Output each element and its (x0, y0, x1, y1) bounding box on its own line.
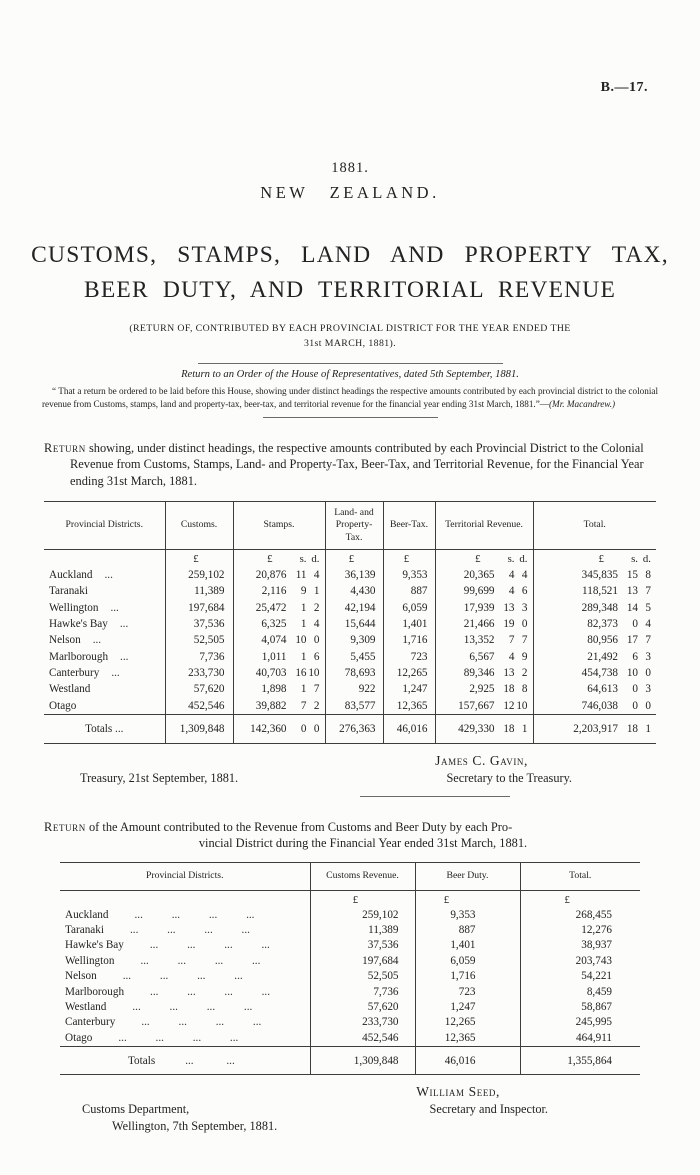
territorial-cell: 13,352 7 7 (435, 632, 533, 648)
total-cell: 80,956 17 7 (533, 632, 656, 648)
divider (198, 363, 503, 364)
column-header-territorial: Territorial Revenue. (435, 502, 533, 550)
total-cell: 268,455 (520, 908, 640, 923)
currency-cell: £ (383, 550, 435, 568)
customs-revenue-cell: 57,620 (310, 1000, 415, 1015)
totals-beer: 46,016 (415, 1047, 520, 1075)
currency-cell: £ s. d. (233, 550, 325, 568)
customs-revenue-cell: 233,730 (310, 1015, 415, 1030)
territorial-cell: 2,925 18 8 (435, 681, 533, 697)
divider (360, 796, 510, 797)
beer-tax-cell: 9,353 (383, 567, 435, 583)
title-subtitle (0, 321, 700, 351)
currency-row (44, 550, 656, 568)
land-tax-cell: 42,194 (325, 600, 383, 616)
district-cell: Taranaki ... ... ... ... (65, 924, 250, 937)
column-header-districts: Provincial Districts. (60, 862, 310, 890)
table-row (60, 923, 640, 938)
column-header-customs-revenue: Customs Revenue. (310, 862, 415, 890)
main-title-line2: BEER DUTY, AND TERRITORIAL REVENUE (83, 276, 617, 303)
totals-total: 2,203,917 18 1 (533, 714, 656, 743)
currency-row (60, 890, 640, 908)
district-cell: Nelson ... ... ... ... (65, 970, 243, 983)
stamps-cell: 39,882 7 2 (233, 698, 325, 715)
table-row (60, 1000, 640, 1015)
main-title-line1: CUSTOMS, STAMPS, LAND AND PROPERTY TAX, (31, 242, 669, 268)
currency-cell (60, 890, 310, 908)
signature-title: Secretary and Inspector. (429, 1102, 548, 1117)
total-cell: 746,038 0 0 (533, 698, 656, 715)
district-cell: Wellington ... ... ... ... (65, 954, 261, 967)
return-lead-word: Return (44, 441, 86, 456)
order-quote (42, 385, 658, 410)
customs-revenue-cell: 37,536 (310, 938, 415, 953)
order-quote-body: “ That a return be ordered to be laid before this House, showing under distinct headings the respective amounts contributed by each provincial district to the colonial revenue from Customs, stamps, land and property-tax, beer-tax, and territorial revenue for the financial year ending 31st March, 1881.”— (42, 386, 658, 409)
land-tax-cell: 78,693 (325, 665, 383, 681)
table-row (60, 985, 640, 1000)
return-lead-word: Return (44, 819, 86, 834)
customs-beer-table (60, 862, 640, 1076)
beer-tax-cell: 12,365 (383, 698, 435, 715)
total-cell: 8,459 (520, 985, 640, 1000)
totals-row (44, 714, 656, 743)
subtitle-line2: 31st MARCH, 1881). (303, 337, 397, 349)
signature-place-date: Treasury, 21st September, 1881. (80, 770, 239, 785)
totals-customs: 1,309,848 (165, 714, 233, 743)
customs-cell: 7,736 (165, 649, 233, 665)
table-row (60, 954, 640, 969)
return-statement-2-line1: of the Amount contributed to the Revenue from Customs and Beer Duty by each Pro- (85, 819, 513, 834)
currency-cell: £ (310, 890, 415, 908)
header-row (60, 862, 640, 890)
currency-cell: £ (325, 550, 383, 568)
table-row (60, 908, 640, 923)
signature-name: James C. Gavin, (435, 752, 528, 768)
totals-label: Totals ... (44, 714, 165, 743)
totals-territorial: 429,330 18 1 (435, 714, 533, 743)
stamps-cell: 40,703 16 10 (233, 665, 325, 681)
beer-tax-cell: 887 (383, 583, 435, 599)
land-tax-cell: 9,309 (325, 632, 383, 648)
customs-cell: 197,684 (165, 600, 233, 616)
beer-tax-cell: 6,059 (383, 600, 435, 616)
table-row (44, 616, 656, 632)
beer-tax-cell: 12,265 (383, 665, 435, 681)
doc-reference: B.—17. (600, 80, 648, 95)
district-cell: Marlborough ... (49, 650, 129, 663)
territorial-cell: 89,346 13 2 (435, 665, 533, 681)
district-cell: Hawke's Bay ... ... ... ... (65, 939, 270, 952)
district-cell: Hawke's Bay ... (49, 618, 129, 631)
land-tax-cell: 5,455 (325, 649, 383, 665)
signature-department: Customs Department, (82, 1102, 190, 1117)
totals-beer: 46,016 (383, 714, 435, 743)
table-row (44, 681, 656, 697)
main-title (0, 243, 700, 304)
territorial-cell: 99,699 4 6 (435, 583, 533, 599)
divider (263, 417, 438, 418)
beer-duty-cell: 9,353 (415, 908, 520, 923)
land-tax-cell: 4,430 (325, 583, 383, 599)
customs-revenue-cell: 259,102 (310, 908, 415, 923)
customs-cell: 259,102 (165, 567, 233, 583)
territorial-cell: 157,667 12 10 (435, 698, 533, 715)
currency-cell: £ (415, 890, 520, 908)
table-row (44, 665, 656, 681)
customs-revenue-cell: 11,389 (310, 923, 415, 938)
currency-cell: £ (520, 890, 640, 908)
total-cell: 21,492 6 3 (533, 649, 656, 665)
total-cell: 38,937 (520, 938, 640, 953)
currency-cell (44, 550, 165, 568)
totals-stamps: 142,360 0 0 (233, 714, 325, 743)
column-header-land-property-tax: Land- and Property-Tax. (325, 502, 383, 550)
total-cell: 203,743 (520, 954, 640, 969)
totals-land: 276,363 (325, 714, 383, 743)
stamps-cell: 2,116 9 1 (233, 583, 325, 599)
total-cell: 289,348 14 5 (533, 600, 656, 616)
table-row (44, 632, 656, 648)
signature-title: Secretary to the Treasury. (446, 770, 572, 785)
table-row (60, 1015, 640, 1030)
district-cell: Westland ... ... ... ... (65, 1001, 253, 1014)
customs-revenue-cell: 197,684 (310, 954, 415, 969)
totals-row (60, 1047, 640, 1075)
customs-cell: 11,389 (165, 583, 233, 599)
beer-tax-cell: 1,401 (383, 616, 435, 632)
total-cell: 64,613 0 3 (533, 681, 656, 697)
district-cell: Marlborough ... ... ... ... (65, 985, 270, 998)
currency-cell: £ s. d. (435, 550, 533, 568)
table-row (44, 600, 656, 616)
table-row (60, 969, 640, 984)
beer-duty-cell: 723 (415, 985, 520, 1000)
stamps-cell: 1,898 1 7 (233, 681, 325, 697)
beer-duty-cell: 1,401 (415, 938, 520, 953)
total-cell: 245,995 (520, 1015, 640, 1030)
stamps-cell: 6,325 1 4 (233, 616, 325, 632)
customs-cell: 452,546 (165, 698, 233, 715)
table-row (44, 583, 656, 599)
land-tax-cell: 83,577 (325, 698, 383, 715)
column-header-stamps: Stamps. (233, 502, 325, 550)
customs-cell: 233,730 (165, 665, 233, 681)
subtitle-line1: (RETURN OF, CONTRIBUTED BY EACH PROVINCIAL DISTRICT FOR THE YEAR ENDED THE (129, 322, 571, 334)
revenue-table (44, 501, 656, 744)
return-statement-2-line2: vincial District during the Financial Year ended 31st March, 1881. (198, 836, 528, 851)
column-header-beer-tax: Beer-Tax. (383, 502, 435, 550)
beer-duty-cell: 1,716 (415, 969, 520, 984)
territorial-cell: 17,939 13 3 (435, 600, 533, 616)
customs-revenue-cell: 52,505 (310, 969, 415, 984)
district-cell: Nelson ... (49, 634, 102, 647)
district-cell: Wellington ... (49, 601, 119, 614)
total-cell: 54,221 (520, 969, 640, 984)
signature-name: William Seed, (416, 1084, 500, 1100)
beer-tax-cell: 1,247 (383, 681, 435, 697)
customs-revenue-cell: 7,736 (310, 985, 415, 1000)
return-statement-1 (44, 440, 656, 489)
district-cell: Auckland ... ... ... ... (65, 908, 255, 921)
district-cell: Westland (49, 683, 91, 696)
column-header-total: Total. (520, 862, 640, 890)
land-tax-cell: 922 (325, 681, 383, 697)
beer-duty-cell: 1,247 (415, 1000, 520, 1015)
district-cell: Otago (49, 699, 77, 712)
beer-duty-cell: 6,059 (415, 954, 520, 969)
signature-place-date: Wellington, 7th September, 1881. (112, 1119, 278, 1134)
currency-cell: £ s. d. (533, 550, 656, 568)
totals-total: 1,355,864 (520, 1047, 640, 1075)
country-heading: NEW ZEALAND. (260, 183, 440, 202)
district-cell: Canterbury ... ... ... ... (65, 1016, 262, 1029)
signature-block-treasury (0, 753, 700, 786)
total-cell: 58,867 (520, 1000, 640, 1015)
quote-attribution: (Mr. Macandrew.) (549, 398, 616, 409)
beer-duty-cell: 12,265 (415, 1015, 520, 1030)
total-cell: 12,276 (520, 923, 640, 938)
column-header-districts: Provincial Districts. (44, 502, 165, 550)
customs-cell: 37,536 (165, 616, 233, 632)
beer-duty-cell: 12,365 (415, 1031, 520, 1047)
beer-duty-cell: 887 (415, 923, 520, 938)
totals-label: Totals ... ... (60, 1047, 310, 1075)
table-row (44, 698, 656, 715)
stamps-cell: 20,876 11 4 (233, 567, 325, 583)
currency-cell: £ (165, 550, 233, 568)
stamps-cell: 1,011 1 6 (233, 649, 325, 665)
stamps-cell: 25,472 1 2 (233, 600, 325, 616)
beer-tax-cell: 1,716 (383, 632, 435, 648)
customs-revenue-cell: 452,546 (310, 1031, 415, 1047)
column-header-total: Total. (533, 502, 656, 550)
district-cell: Canterbury ... (49, 666, 120, 679)
header-row (44, 502, 656, 550)
order-heading: Return to an Order of the House of Representatives, dated 5th September, 1881. (181, 369, 519, 381)
customs-cell: 52,505 (165, 632, 233, 648)
territorial-cell: 21,466 19 0 (435, 616, 533, 632)
return-statement-1-text: showing, under distinct headings, the respective amounts contributed by each Provincial District to the Colonial Revenue from Customs, Stamps, Land- and Property-Tax, Beer-Tax, and Territorial Revenue, for the Financial Year ending 31st March, 1881. (70, 441, 644, 488)
land-tax-cell: 36,139 (325, 567, 383, 583)
territorial-cell: 6,567 4 9 (435, 649, 533, 665)
return-statement-2 (44, 819, 656, 852)
total-cell: 454,738 10 0 (533, 665, 656, 681)
beer-tax-cell: 723 (383, 649, 435, 665)
table-row (44, 649, 656, 665)
land-tax-cell: 15,644 (325, 616, 383, 632)
column-header-beer-duty: Beer Duty. (415, 862, 520, 890)
district-cell: Auckland ... (49, 569, 113, 582)
district-cell: Taranaki (49, 585, 88, 598)
total-cell: 82,373 0 4 (533, 616, 656, 632)
district-cell: Otago ... ... ... ... (65, 1031, 239, 1044)
table-row (44, 567, 656, 583)
signature-block-customs (0, 1084, 700, 1134)
customs-cell: 57,620 (165, 681, 233, 697)
stamps-cell: 4,074 10 0 (233, 632, 325, 648)
total-cell: 464,911 (520, 1031, 640, 1047)
total-cell: 345,835 15 8 (533, 567, 656, 583)
table-row (60, 938, 640, 953)
totals-customs: 1,309,848 (310, 1047, 415, 1075)
column-header-customs: Customs. (165, 502, 233, 550)
total-cell: 118,521 13 7 (533, 583, 656, 599)
year-heading: 1881. (331, 160, 369, 176)
table-row (60, 1031, 640, 1047)
territorial-cell: 20,365 4 4 (435, 567, 533, 583)
